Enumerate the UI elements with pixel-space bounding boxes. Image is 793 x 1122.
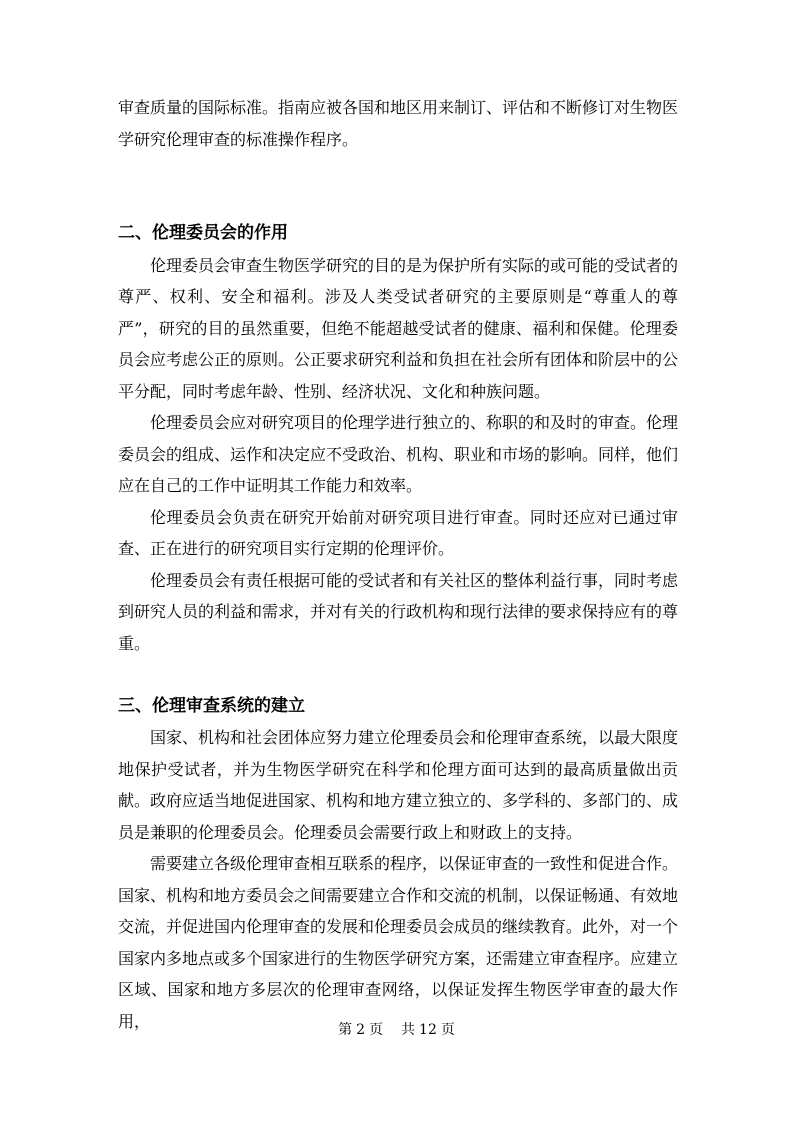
page-footer bbox=[0, 1020, 793, 1040]
footer-conjunction: 共 bbox=[401, 1022, 416, 1038]
footer-page-prefix: 第 bbox=[338, 1022, 353, 1038]
paragraph: 国家、机构和社会团体应努力建立伦理委员会和伦理审查系统，以最大限度地保护受试者，并为生物医学研究在科学和伦理方面可达到的最高质量做出贡献。政府应适当地促进国家、机构和地方建立独立的、多学科的、多部门的、成员是兼职的伦理委员会。伦理委员会需要行政上和财政上的支持。 bbox=[118, 728, 679, 842]
footer-total-pages: 12 bbox=[419, 1022, 437, 1038]
footer-page-word: 页 bbox=[369, 1022, 384, 1038]
paragraph: 伦理委员会有责任根据可能的受试者和有关社区的整体利益行事，同时考虑到研究人员的利益和需求，并对有关的行政机构和现行法律的要求保持应有的尊重。 bbox=[118, 570, 679, 653]
footer-page-suffix: 页 bbox=[440, 1022, 455, 1038]
footer-current-page: 2 bbox=[356, 1022, 366, 1038]
paragraph: 需要建立各级伦理审查相互联系的程序，以保证审查的一致性和促进合作。国家、机构和地方委员会之间需要建立合作和交流的机制，以保证畅通、有效地交流，并促进国内伦理审查的发展和伦理委员会成员的继续教育。此外，对一个国家内多地点或多个国家进行的生物医学研究方案，还需建立审查程序。应建立区域、国家和地方多层次的伦理审查网络，以保证发挥生物医学审查的最大作用， bbox=[118, 854, 679, 1031]
paragraph: 伦理委员会应对研究项目的伦理学进行独立的、称职的和及时的审查。伦理委员会的组成、运作和决定应不受政治、机构、职业和市场的影响。同样，他们应在自己的工作中证明其工作能力和效率。 bbox=[118, 413, 679, 495]
paragraph: 伦理委员会审查生物医学研究的目的是为保护所有实际的或可能的受试者的尊严、权利、安全和福利。涉及人类受试者研究的主要原则是“尊重人的尊严”，研究的目的虽然重要，但绝不能超越受试者的健康、福利和保健。伦理委员会应考虑公正的原则。公正要求研究利益和负担在社会所有团体和阶层中的公平分配，同时考虑年龄、性别、经济状况、文化和种族问题。 bbox=[118, 255, 679, 401]
section-heading-2: 二、伦理委员会的作用 bbox=[118, 223, 288, 243]
paragraph-continuation: 审查质量的国际标准。指南应被各国和地区用来制订、评估和不断修订对生物医学研究伦理审查的标准操作程序。 bbox=[118, 98, 679, 149]
paragraph: 伦理委员会负责在研究开始前对研究项目进行审查。同时还应对已通过审查、正在进行的研究项目实行定期的伦理评价。 bbox=[118, 507, 678, 558]
section-heading-3: 三、伦理审查系统的建立 bbox=[118, 695, 305, 716]
document-content bbox=[118, 92, 678, 1037]
